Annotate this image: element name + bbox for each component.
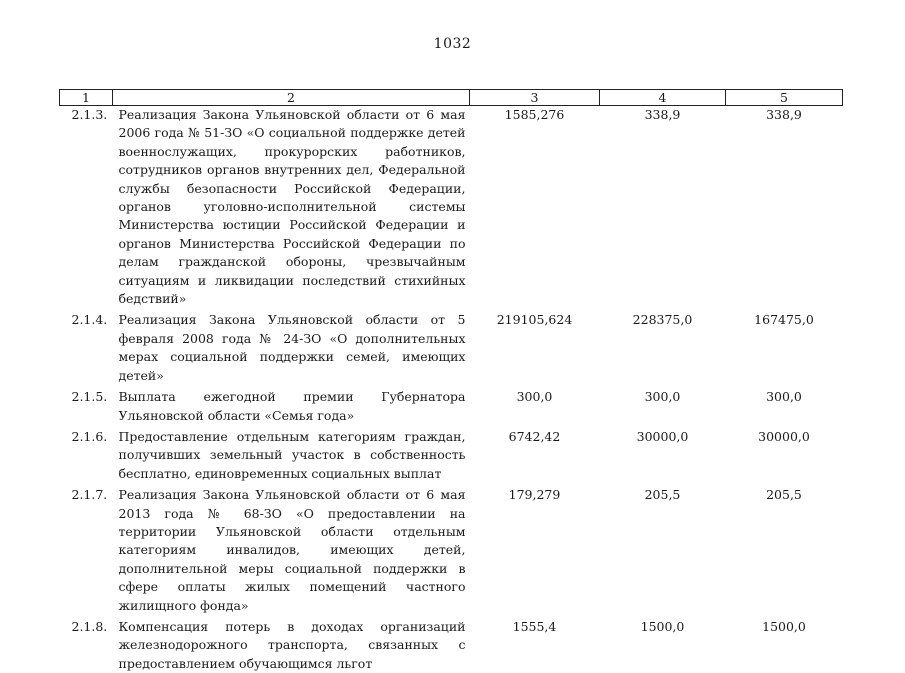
row-value-col3: 219105,624	[470, 311, 600, 388]
row-value-col4: 1500,0	[600, 618, 726, 673]
row-number: 2.1.7.	[60, 486, 113, 618]
row-value-col3: 6742,42	[470, 428, 600, 486]
row-value-col4: 205,5	[600, 486, 726, 618]
row-value-col3: 1555,4	[470, 618, 600, 673]
row-value-col5: 30000,0	[726, 428, 843, 486]
row-value-col3: 179,279	[470, 486, 600, 618]
row-number: 2.1.8.	[60, 618, 113, 673]
row-value-col5: 300,0	[726, 388, 843, 428]
table-row	[60, 388, 843, 428]
row-value-col3: 1585,276	[470, 106, 600, 312]
row-value-col3: 300,0	[470, 388, 600, 428]
header-col-1: 1	[60, 90, 113, 106]
row-description: Реализация Закона Ульяновской области от 6 мая 2006 года № 51-ЗО «О социальной поддержке детей военнослужащих, прокурорских работников, сотрудников органов внутренних дел, Федеральной службы безопасности Российской Федерации, органов уголовно-исполнительной системы Министерства юстиции Российской Федерации и органов Министерства Российской Федерации по делам гражданской обороны, чрезвычайным ситуациям и ликвидации последствий стихийных бедствий»	[113, 106, 470, 312]
row-value-col4: 300,0	[600, 388, 726, 428]
page-number: 1032	[0, 36, 905, 52]
row-value-col5: 1500,0	[726, 618, 843, 673]
table-body	[60, 106, 843, 673]
row-number: 2.1.3.	[60, 106, 113, 312]
row-value-col5: 205,5	[726, 486, 843, 618]
row-description: Выплата ежегодной премии Губернатора Ульяновской области «Семья года»	[113, 388, 470, 428]
row-value-col4: 30000,0	[600, 428, 726, 486]
row-description: Реализация Закона Ульяновской области от 6 мая 2013 года № 68-ЗО «О предоставлении на территории Ульяновской области отдельным категориям инвалидов, имеющих детей, дополнительной меры социальной поддержки в сфере оплаты жилых помещений частного жилищного фонда»	[113, 486, 470, 618]
header-row	[60, 90, 843, 106]
row-number: 2.1.5.	[60, 388, 113, 428]
header-col-4: 4	[600, 90, 726, 106]
row-description: Предоставление отдельным категориям граждан, получивших земельный участок в собственность бесплатно, единовременных социальных выплат	[113, 428, 470, 486]
header-col-2: 2	[113, 90, 470, 106]
row-value-col5: 167475,0	[726, 311, 843, 388]
table-row	[60, 618, 843, 673]
row-value-col4: 228375,0	[600, 311, 726, 388]
header-col-3: 3	[470, 90, 600, 106]
table-row	[60, 106, 843, 312]
budget-table	[59, 89, 843, 673]
row-value-col4: 338,9	[600, 106, 726, 312]
row-number: 2.1.6.	[60, 428, 113, 486]
table-row	[60, 428, 843, 486]
table-header	[60, 90, 843, 106]
row-description: Реализация Закона Ульяновской области от 5 февраля 2008 года № 24-ЗО «О дополнительных мерах социальной поддержки семей, имеющих детей»	[113, 311, 470, 388]
row-value-col5: 338,9	[726, 106, 843, 312]
row-number: 2.1.4.	[60, 311, 113, 388]
row-description: Компенсация потерь в доходах организаций железнодорожного транспорта, связанных с предоставлением обучающимся льгот	[113, 618, 470, 673]
table-row	[60, 311, 843, 388]
table-row	[60, 486, 843, 618]
header-col-5: 5	[726, 90, 843, 106]
